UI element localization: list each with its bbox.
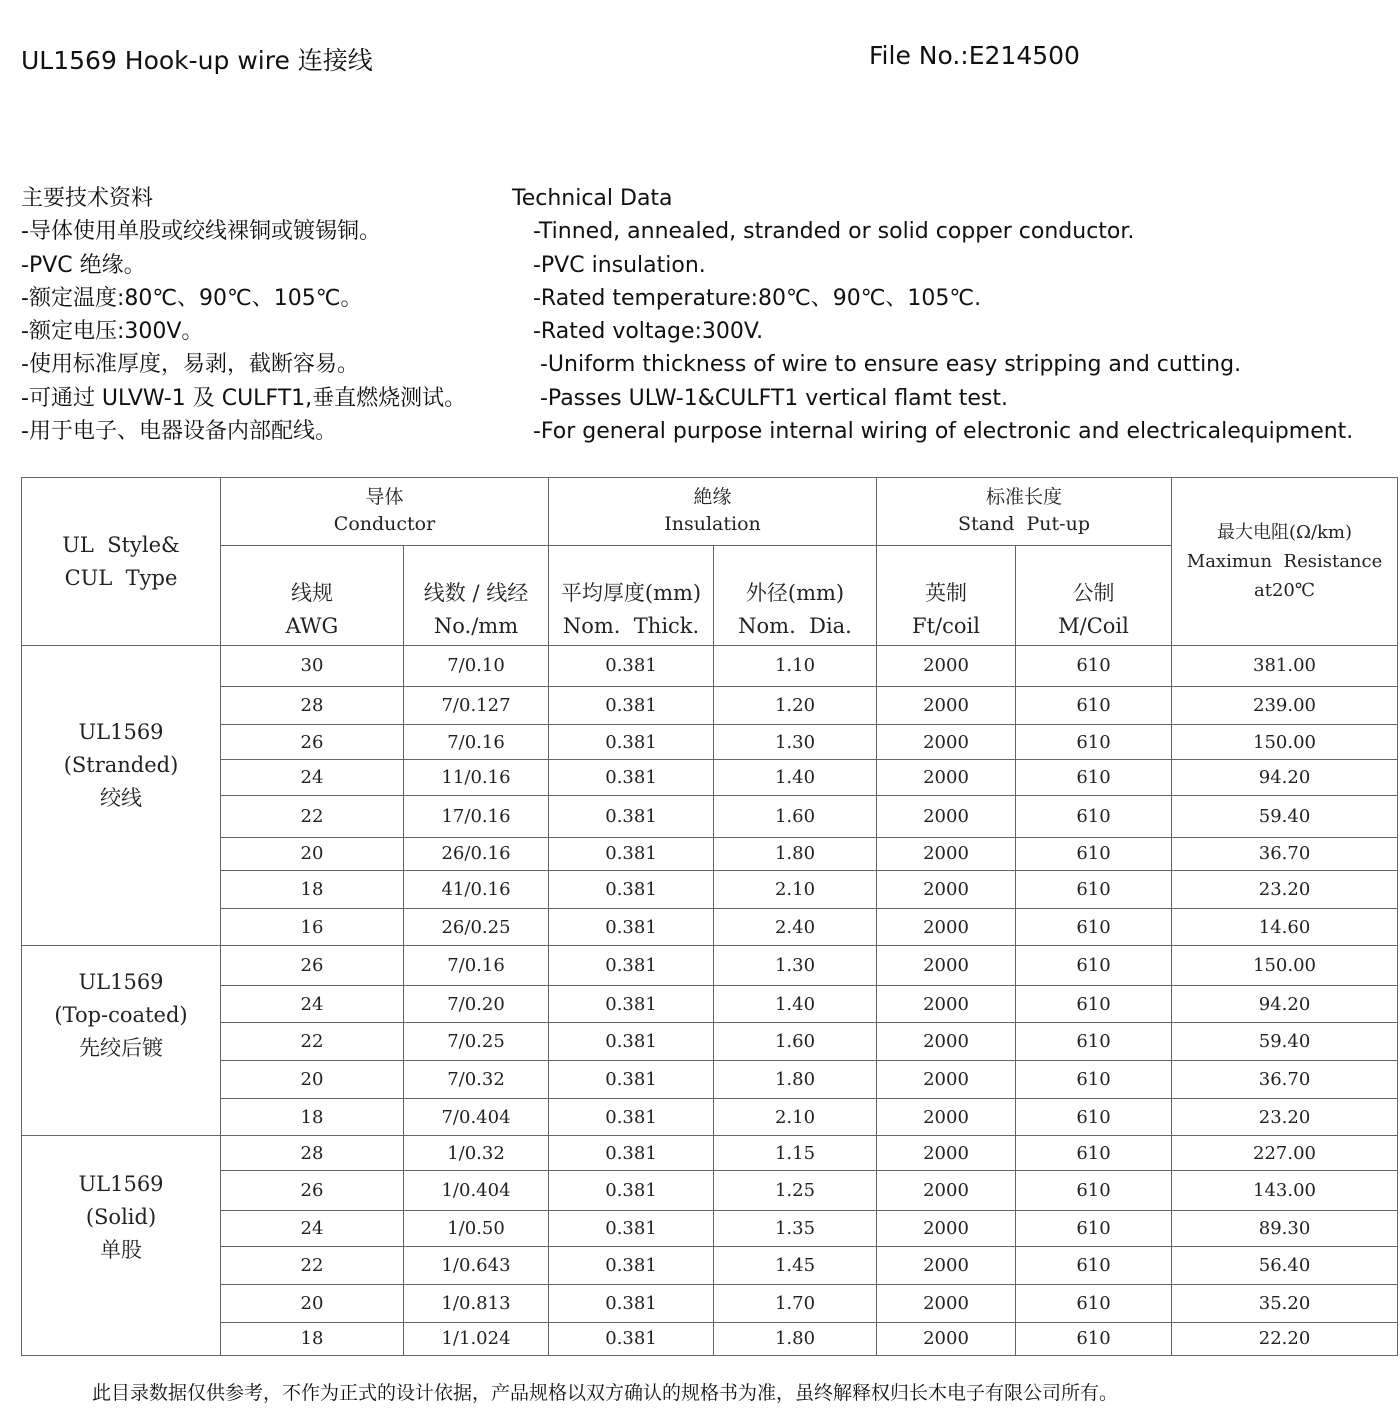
- cell-dia: 2.10: [714, 1098, 877, 1135]
- header-max-cn: 最大电阻(Ω/km): [1217, 522, 1353, 544]
- header-thick-en: Nom. Thick.: [562, 614, 700, 639]
- file-number: File No.:E214500: [869, 41, 1080, 70]
- cell-strand: 1/0.813: [404, 1285, 549, 1322]
- cell-awg: 20: [221, 1060, 404, 1098]
- cell-m: 610: [1016, 1060, 1172, 1098]
- cell-awg: 24: [221, 760, 404, 795]
- group-label-line: (Top-coated): [54, 1002, 188, 1027]
- cell-strand: 7/0.32: [404, 1060, 549, 1098]
- cell-dia: 1.20: [714, 686, 877, 724]
- cell-awg: 16: [221, 909, 404, 945]
- cell-m: 610: [1016, 1023, 1172, 1060]
- cell-awg: 22: [221, 1023, 404, 1060]
- cell-resistance: 227.00: [1172, 1136, 1398, 1171]
- cell-awg: 20: [221, 837, 404, 870]
- cell-thick: 0.381: [549, 1171, 714, 1210]
- spec-en-line: -Tinned, annealed, stranded or solid copper conductor.: [512, 219, 1135, 245]
- header-strand-en: No./mm: [433, 614, 519, 639]
- cell-resistance: 94.20: [1172, 985, 1398, 1022]
- header-standard-length: [877, 478, 1172, 546]
- table-row: [22, 1247, 1398, 1285]
- group-label-line: 先绞后镀: [79, 1035, 163, 1060]
- header-ft-en: Ft/coil: [912, 614, 980, 639]
- header-m-en: M/Coil: [1058, 614, 1129, 639]
- cell-strand: 41/0.16: [404, 871, 549, 909]
- cell-strand: 7/0.16: [404, 724, 549, 759]
- cell-strand: 26/0.25: [404, 909, 549, 945]
- cell-dia: 1.60: [714, 795, 877, 837]
- cell-ft: 2000: [877, 1023, 1016, 1060]
- table-row: [22, 760, 1398, 795]
- cell-strand: 1/0.50: [404, 1210, 549, 1246]
- cell-resistance: 150.00: [1172, 945, 1398, 985]
- specs-english: [512, 182, 1353, 448]
- spec-cn-line: -可通过 ULVW-1 及 CULFT1,垂直燃烧测试。: [21, 385, 467, 411]
- cell-resistance: 381.00: [1172, 646, 1398, 686]
- spec-en-line: -Passes ULW-1&CULFT1 vertical flamt test.: [512, 385, 1008, 411]
- cell-thick: 0.381: [549, 1023, 714, 1060]
- cell-m: 610: [1016, 1322, 1172, 1355]
- cell-dia: 1.45: [714, 1247, 877, 1285]
- cell-ft: 2000: [877, 945, 1016, 985]
- table-row: [22, 837, 1398, 870]
- cell-thick: 0.381: [549, 909, 714, 945]
- cell-awg: 26: [221, 1171, 404, 1210]
- cell-ft: 2000: [877, 1136, 1016, 1171]
- header-conductor: [221, 478, 549, 546]
- cell-thick: 0.381: [549, 837, 714, 870]
- cell-dia: 1.10: [714, 646, 877, 686]
- cell-ft: 2000: [877, 837, 1016, 870]
- cell-ft: 2000: [877, 686, 1016, 724]
- spec-cn-line: -PVC 绝缘。: [21, 252, 146, 278]
- cell-thick: 0.381: [549, 871, 714, 909]
- table-row: [22, 795, 1398, 837]
- cell-m: 610: [1016, 1247, 1172, 1285]
- cell-ft: 2000: [877, 1322, 1016, 1355]
- cell-ft: 2000: [877, 1210, 1016, 1246]
- table-row: [22, 1322, 1398, 1355]
- cell-m: 610: [1016, 837, 1172, 870]
- cell-strand: 7/0.127: [404, 686, 549, 724]
- header-max-resistance: [1172, 478, 1398, 646]
- cell-awg: 18: [221, 871, 404, 909]
- spec-cn-line: -导体使用单股或绞线裸铜或镀锡铜。: [21, 219, 381, 245]
- cell-strand: 7/0.25: [404, 1023, 549, 1060]
- cell-thick: 0.381: [549, 760, 714, 795]
- cell-ft: 2000: [877, 646, 1016, 686]
- cell-dia: 2.40: [714, 909, 877, 945]
- header-ft-cn: 英制: [925, 581, 968, 606]
- cell-resistance: 94.20: [1172, 760, 1398, 795]
- cell-thick: 0.381: [549, 795, 714, 837]
- spec-en-line: -For general purpose internal wiring of electronic and electricalequipment.: [512, 419, 1354, 445]
- cell-ft: 2000: [877, 985, 1016, 1022]
- cell-thick: 0.381: [549, 724, 714, 759]
- cell-ft: 2000: [877, 1060, 1016, 1098]
- cell-thick: 0.381: [549, 1322, 714, 1355]
- cell-m: 610: [1016, 795, 1172, 837]
- cell-strand: 7/0.16: [404, 945, 549, 985]
- cell-resistance: 35.20: [1172, 1285, 1398, 1322]
- cell-ft: 2000: [877, 1285, 1016, 1322]
- spec-en-line: -PVC insulation.: [512, 252, 706, 278]
- cell-m: 610: [1016, 646, 1172, 686]
- cell-dia: 2.10: [714, 871, 877, 909]
- spec-cn-line: -额定电压:300V。: [21, 319, 204, 345]
- cell-strand: 1/0.643: [404, 1247, 549, 1285]
- cell-dia: 1.15: [714, 1136, 877, 1171]
- header-dia-cn: 外径(mm): [745, 581, 845, 606]
- header-insulation-cn: 絶缘: [693, 486, 732, 509]
- cell-resistance: 59.40: [1172, 1023, 1398, 1060]
- header-strand: [404, 545, 549, 646]
- cell-resistance: 36.70: [1172, 837, 1398, 870]
- cell-m: 610: [1016, 760, 1172, 795]
- spec-cn-line: -用于电子、电器设备内部配线。: [21, 419, 337, 445]
- cell-m: 610: [1016, 1171, 1172, 1210]
- cell-m: 610: [1016, 1098, 1172, 1135]
- cell-dia: 1.80: [714, 1060, 877, 1098]
- cell-awg: 18: [221, 1322, 404, 1355]
- document-title: UL1569 Hook-up wire 连接线: [21, 46, 373, 75]
- cell-awg: 28: [221, 1136, 404, 1171]
- header-conductor-en: Conductor: [333, 513, 436, 536]
- cell-ft: 2000: [877, 795, 1016, 837]
- cell-awg: 30: [221, 646, 404, 686]
- cell-strand: 7/0.404: [404, 1098, 549, 1135]
- cell-dia: 1.30: [714, 945, 877, 985]
- group-label: [22, 1136, 221, 1356]
- cell-thick: 0.381: [549, 646, 714, 686]
- group-label-line: 绞线: [100, 785, 142, 810]
- header-max-temp: at20℃: [1254, 580, 1316, 602]
- wire-spec-table: [21, 477, 1398, 1356]
- cell-ft: 2000: [877, 724, 1016, 759]
- group-label-line: (Stranded): [63, 752, 179, 777]
- spec-cn-line: 主要技术资料: [21, 186, 154, 211]
- cell-resistance: 23.20: [1172, 871, 1398, 909]
- table-row: [22, 985, 1398, 1022]
- group-label: [22, 945, 221, 1136]
- table-row: [22, 909, 1398, 945]
- cell-m: 610: [1016, 871, 1172, 909]
- cell-dia: 1.40: [714, 760, 877, 795]
- header-awg-en: AWG: [285, 614, 339, 639]
- header-standard-en: Stand Put-up: [958, 513, 1090, 536]
- cell-strand: 1/0.32: [404, 1136, 549, 1171]
- spec-cn-line: -使用标准厚度，易剥，截断容易。: [21, 352, 359, 378]
- spec-en-line: -Rated voltage:300V.: [512, 319, 764, 345]
- cell-ft: 2000: [877, 1171, 1016, 1210]
- cell-thick: 0.381: [549, 1285, 714, 1322]
- cell-ft: 2000: [877, 1098, 1016, 1135]
- header-thick: [549, 545, 714, 646]
- cell-dia: 1.60: [714, 1023, 877, 1060]
- cell-resistance: 14.60: [1172, 909, 1398, 945]
- cell-dia: 1.80: [714, 837, 877, 870]
- group-label-line: UL1569: [78, 719, 164, 744]
- header-style-type: [22, 478, 221, 646]
- cell-resistance: 36.70: [1172, 1060, 1398, 1098]
- cell-strand: 11/0.16: [404, 760, 549, 795]
- table-row: [22, 646, 1398, 686]
- header-awg: [221, 545, 404, 646]
- cell-m: 610: [1016, 945, 1172, 985]
- table-row: [22, 1171, 1398, 1210]
- header-conductor-cn: 导体: [365, 486, 404, 509]
- header-m-cn: 公制: [1072, 581, 1115, 606]
- header-insulation-en: Insulation: [664, 513, 761, 536]
- cell-thick: 0.381: [549, 1210, 714, 1246]
- cell-awg: 20: [221, 1285, 404, 1322]
- spec-en-line: Technical Data: [512, 186, 673, 211]
- cell-dia: 1.70: [714, 1285, 877, 1322]
- cell-m: 610: [1016, 1136, 1172, 1171]
- group-label: [22, 646, 221, 945]
- header-ft: [877, 545, 1016, 646]
- cell-resistance: 150.00: [1172, 724, 1398, 759]
- cell-awg: 22: [221, 795, 404, 837]
- cell-awg: 24: [221, 1210, 404, 1246]
- cell-awg: 26: [221, 724, 404, 759]
- cell-awg: 24: [221, 985, 404, 1022]
- table-row: [22, 1285, 1398, 1322]
- cell-thick: 0.381: [549, 1098, 714, 1135]
- spec-cn-line: -额定温度:80℃、90℃、105℃。: [21, 285, 363, 311]
- table-row: [22, 1210, 1398, 1246]
- header-strand-cn: 线数 / 线经: [423, 581, 529, 606]
- cell-ft: 2000: [877, 1247, 1016, 1285]
- header-max-en: Maximun Resistance: [1186, 551, 1383, 573]
- cell-ft: 2000: [877, 760, 1016, 795]
- cell-strand: 1/0.404: [404, 1171, 549, 1210]
- header-standard-cn: 标准长度: [986, 486, 1063, 509]
- cell-thick: 0.381: [549, 1247, 714, 1285]
- header-style-line: UL Style&: [62, 532, 180, 557]
- header-awg-cn: 线规: [291, 581, 333, 606]
- header-type-line: CUL Type: [64, 565, 178, 590]
- cell-ft: 2000: [877, 909, 1016, 945]
- cell-thick: 0.381: [549, 985, 714, 1022]
- table-row: [22, 1060, 1398, 1098]
- cell-thick: 0.381: [549, 945, 714, 985]
- table-row: [22, 945, 1398, 985]
- cell-resistance: 22.20: [1172, 1322, 1398, 1355]
- cell-thick: 0.381: [549, 686, 714, 724]
- table-row: [22, 1098, 1398, 1135]
- group-label-line: (Solid): [85, 1205, 157, 1230]
- cell-strand: 7/0.20: [404, 985, 549, 1022]
- cell-awg: 22: [221, 1247, 404, 1285]
- cell-m: 610: [1016, 686, 1172, 724]
- table-row: [22, 871, 1398, 909]
- cell-strand: 7/0.10: [404, 646, 549, 686]
- cell-resistance: 56.40: [1172, 1247, 1398, 1285]
- group-label-line: UL1569: [78, 1172, 164, 1197]
- table-row: [22, 724, 1398, 759]
- cell-m: 610: [1016, 724, 1172, 759]
- spec-en-line: -Rated temperature:80℃、90℃、105℃.: [512, 285, 982, 311]
- table-row: [22, 1136, 1398, 1171]
- specs-chinese: [21, 182, 466, 448]
- cell-resistance: 143.00: [1172, 1171, 1398, 1210]
- table-row: [22, 1023, 1398, 1060]
- header-thick-cn: 平均厚度(mm): [560, 581, 702, 606]
- cell-dia: 1.35: [714, 1210, 877, 1246]
- cell-m: 610: [1016, 1285, 1172, 1322]
- cell-resistance: 59.40: [1172, 795, 1398, 837]
- cell-dia: 1.40: [714, 985, 877, 1022]
- cell-m: 610: [1016, 1210, 1172, 1246]
- header-dia: [714, 545, 877, 646]
- spec-en-line: -Uniform thickness of wire to ensure easy stripping and cutting.: [512, 352, 1242, 378]
- group-label-line: 单股: [100, 1238, 142, 1263]
- cell-ft: 2000: [877, 871, 1016, 909]
- group-label-line: UL1569: [78, 969, 164, 994]
- cell-strand: 1/1.024: [404, 1322, 549, 1355]
- cell-awg: 18: [221, 1098, 404, 1135]
- cell-awg: 26: [221, 945, 404, 985]
- cell-resistance: 89.30: [1172, 1210, 1398, 1246]
- cell-thick: 0.381: [549, 1136, 714, 1171]
- header-m: [1016, 545, 1172, 646]
- footer-disclaimer: 此目录数据仅供参考，不作为正式的设计依据，产品规格以双方确认的规格书为准，虽终解释权归长木电子有限公司所有。: [92, 1382, 1119, 1404]
- cell-m: 610: [1016, 909, 1172, 945]
- cell-resistance: 239.00: [1172, 686, 1398, 724]
- cell-resistance: 23.20: [1172, 1098, 1398, 1135]
- cell-strand: 17/0.16: [404, 795, 549, 837]
- header-dia-en: Nom. Dia.: [738, 614, 852, 639]
- cell-strand: 26/0.16: [404, 837, 549, 870]
- table-row: [22, 686, 1398, 724]
- cell-thick: 0.381: [549, 1060, 714, 1098]
- cell-dia: 1.80: [714, 1322, 877, 1355]
- cell-awg: 28: [221, 686, 404, 724]
- cell-dia: 1.30: [714, 724, 877, 759]
- header-insulation: [549, 478, 877, 546]
- cell-m: 610: [1016, 985, 1172, 1022]
- cell-dia: 1.25: [714, 1171, 877, 1210]
